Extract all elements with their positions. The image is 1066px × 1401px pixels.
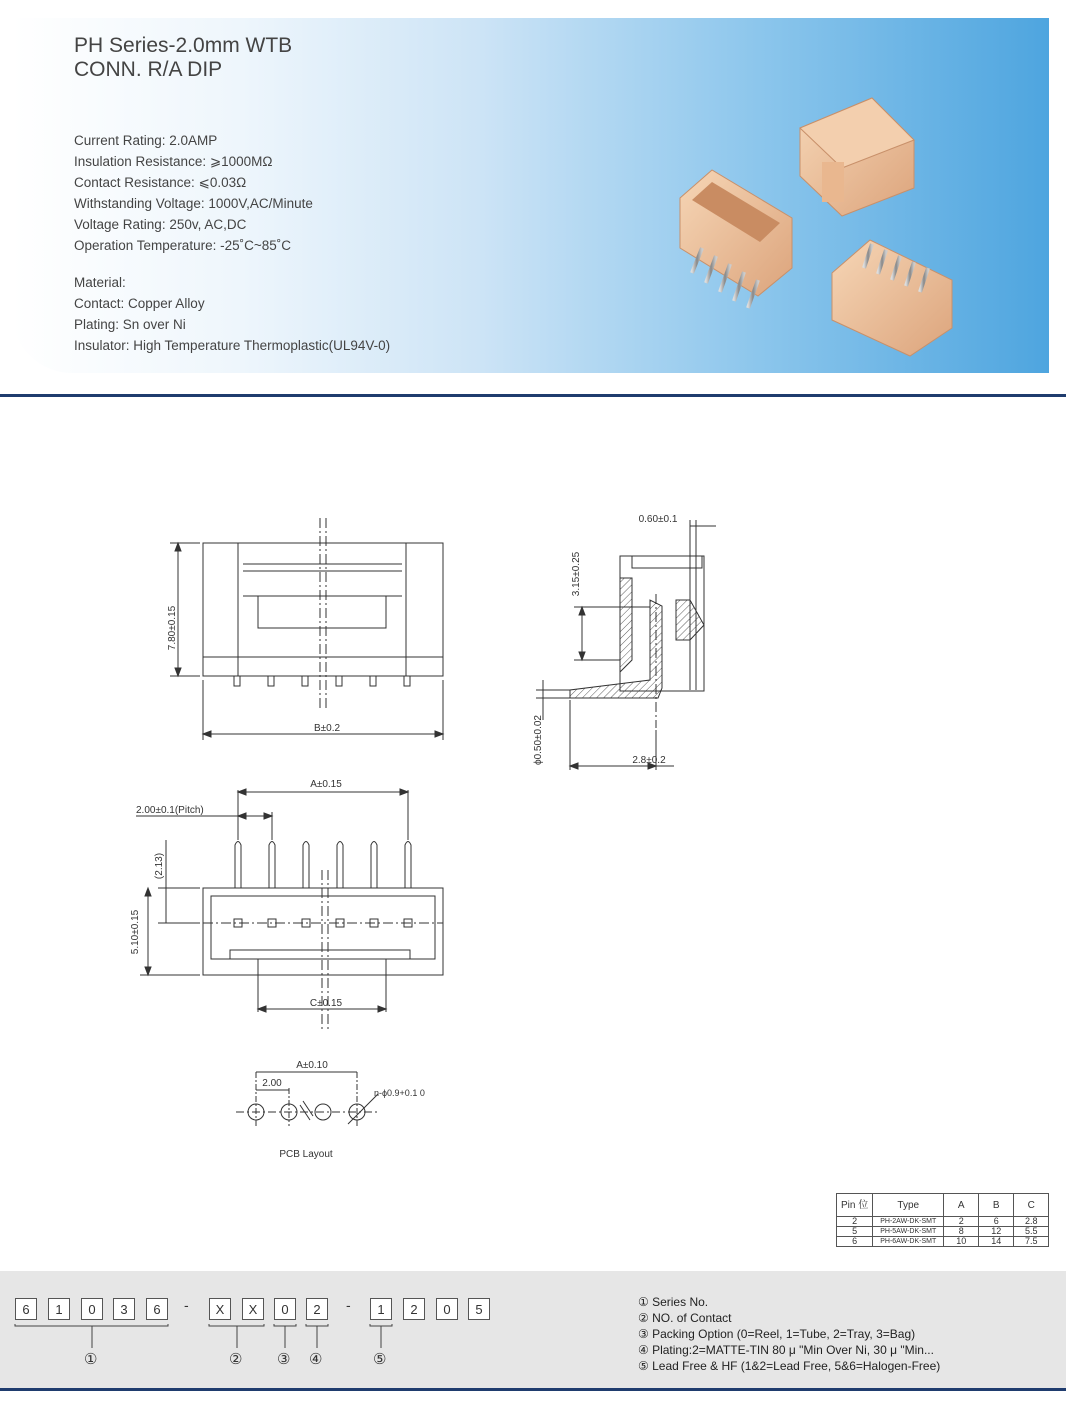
col-b: B bbox=[979, 1194, 1014, 1217]
dim-offset: 2.8±0.2 bbox=[632, 755, 666, 766]
title-line-2: CONN. R/A DIP bbox=[74, 58, 223, 81]
pn-digit: 6 bbox=[15, 1298, 37, 1320]
material-contact: Contact: Copper Alloy bbox=[74, 296, 205, 311]
pn-digit: 1 bbox=[370, 1298, 392, 1320]
pn-digit: X bbox=[209, 1298, 231, 1320]
pn-digit: 2 bbox=[306, 1298, 328, 1320]
pin-table bbox=[836, 1193, 1049, 1247]
legend-item: ② NO. of Contact bbox=[638, 1311, 732, 1325]
dim-pitch: 2.00±0.1(Pitch) bbox=[136, 805, 204, 816]
pn-digit: 6 bbox=[146, 1298, 168, 1320]
pn-dash: - bbox=[346, 1297, 351, 1313]
dim-pcb-pitch: 2.00 bbox=[262, 1078, 282, 1089]
spec-withstanding: Withstanding Voltage: 1000V,AC/Minute bbox=[74, 196, 313, 211]
pcb-layout-label: PCB Layout bbox=[279, 1149, 333, 1160]
pn-brackets bbox=[0, 1320, 500, 1352]
table-row bbox=[837, 1217, 1049, 1227]
spec-contact-resistance: Contact Resistance: ⩽0.03Ω bbox=[74, 175, 247, 190]
cell-c: 2.8 bbox=[1014, 1217, 1049, 1227]
cell-b: 12 bbox=[979, 1227, 1014, 1237]
col-c: C bbox=[1014, 1194, 1049, 1217]
legend-item: ① Series No. bbox=[638, 1295, 709, 1309]
dim-side-height: 3.15±0.25 bbox=[571, 551, 582, 597]
pn-callout-5: ⑤ bbox=[373, 1350, 387, 1368]
spec-current: Current Rating: 2.0AMP bbox=[74, 133, 218, 148]
pn-callout-2: ② bbox=[229, 1350, 243, 1368]
spec-temperature: Operation Temperature: -25˚C~85˚C bbox=[74, 238, 291, 253]
dim-height: 7.80±0.15 bbox=[167, 605, 178, 651]
pn-digit: 0 bbox=[274, 1298, 296, 1320]
col-pin: Pin 位 bbox=[837, 1194, 873, 1217]
material-insulator: Insulator: High Temperature Thermoplastic(UL94V-0) bbox=[74, 338, 391, 353]
dim-top-width: 0.60±0.1 bbox=[638, 514, 678, 525]
material-heading: Material: bbox=[74, 275, 126, 290]
pn-callout-4: ④ bbox=[309, 1350, 323, 1368]
legend-item: ⑤ Lead Free & HF (1&2=Lead Free, 5&6=Halogen-Free) bbox=[638, 1359, 941, 1373]
legend-item: ③ Packing Option (0=Reel, 1=Tube, 2=Tray, 3=Bag) bbox=[638, 1327, 916, 1341]
cell-c: 7.5 bbox=[1014, 1237, 1049, 1247]
dim-hole: n-ϕ0.9+0.1 0 bbox=[374, 1088, 425, 1098]
col-type: Type bbox=[873, 1194, 944, 1217]
dim-a: A±0.15 bbox=[310, 779, 342, 790]
legend-item: ④ Plating:2=MATTE-TIN 80 μ "Min Over Ni, 30 μ "Min... bbox=[638, 1343, 934, 1357]
table-row bbox=[837, 1237, 1049, 1247]
cell-b: 14 bbox=[979, 1237, 1014, 1247]
spec-voltage: Voltage Rating: 250v, AC,DC bbox=[74, 217, 247, 232]
dim-depth: 5.10±0.15 bbox=[130, 909, 141, 955]
pn-digit: 5 bbox=[468, 1298, 490, 1320]
pn-digit: 2 bbox=[403, 1298, 425, 1320]
spec-insulation: Insulation Resistance: ⩾1000MΩ bbox=[74, 154, 273, 169]
cell-a: 10 bbox=[944, 1237, 979, 1247]
pin-table-header bbox=[837, 1194, 1049, 1217]
cell-pin: 6 bbox=[837, 1237, 873, 1247]
material-plating: Plating: Sn over Ni bbox=[74, 317, 186, 332]
dim-pcb-a: A±0.10 bbox=[296, 1060, 328, 1071]
pn-callout-3: ③ bbox=[277, 1350, 291, 1368]
pn-callout-1: ① bbox=[84, 1350, 98, 1368]
footer-separator bbox=[0, 1388, 1066, 1391]
pn-digit: 3 bbox=[113, 1298, 135, 1320]
pn-digit: X bbox=[242, 1298, 264, 1320]
dim-pin-length: (2.13) bbox=[154, 852, 165, 880]
cell-a: 8 bbox=[944, 1227, 979, 1237]
cell-pin: 2 bbox=[837, 1217, 873, 1227]
col-a: A bbox=[944, 1194, 979, 1217]
dim-b: B±0.2 bbox=[313, 723, 341, 734]
dim-pin-diameter: ϕ0.50±0.02 bbox=[533, 714, 544, 766]
pn-dash: - bbox=[184, 1297, 189, 1313]
dim-c: C±0.15 bbox=[309, 998, 343, 1009]
title-line-1: PH Series-2.0mm WTB bbox=[74, 34, 293, 57]
pn-legend bbox=[638, 1294, 940, 1374]
cell-type: PH-6AW-DK-SMT bbox=[873, 1237, 944, 1247]
pn-digit: 1 bbox=[48, 1298, 70, 1320]
pn-digit: 0 bbox=[436, 1298, 458, 1320]
cell-c: 5.5 bbox=[1014, 1227, 1049, 1237]
cell-b: 6 bbox=[979, 1217, 1014, 1227]
cell-pin: 5 bbox=[837, 1227, 873, 1237]
cell-type: PH-2AW-DK-SMT bbox=[873, 1217, 944, 1227]
table-row bbox=[837, 1227, 1049, 1237]
pn-digit: 0 bbox=[81, 1298, 103, 1320]
cell-type: PH-5AW-DK-SMT bbox=[873, 1227, 944, 1237]
cell-a: 2 bbox=[944, 1217, 979, 1227]
